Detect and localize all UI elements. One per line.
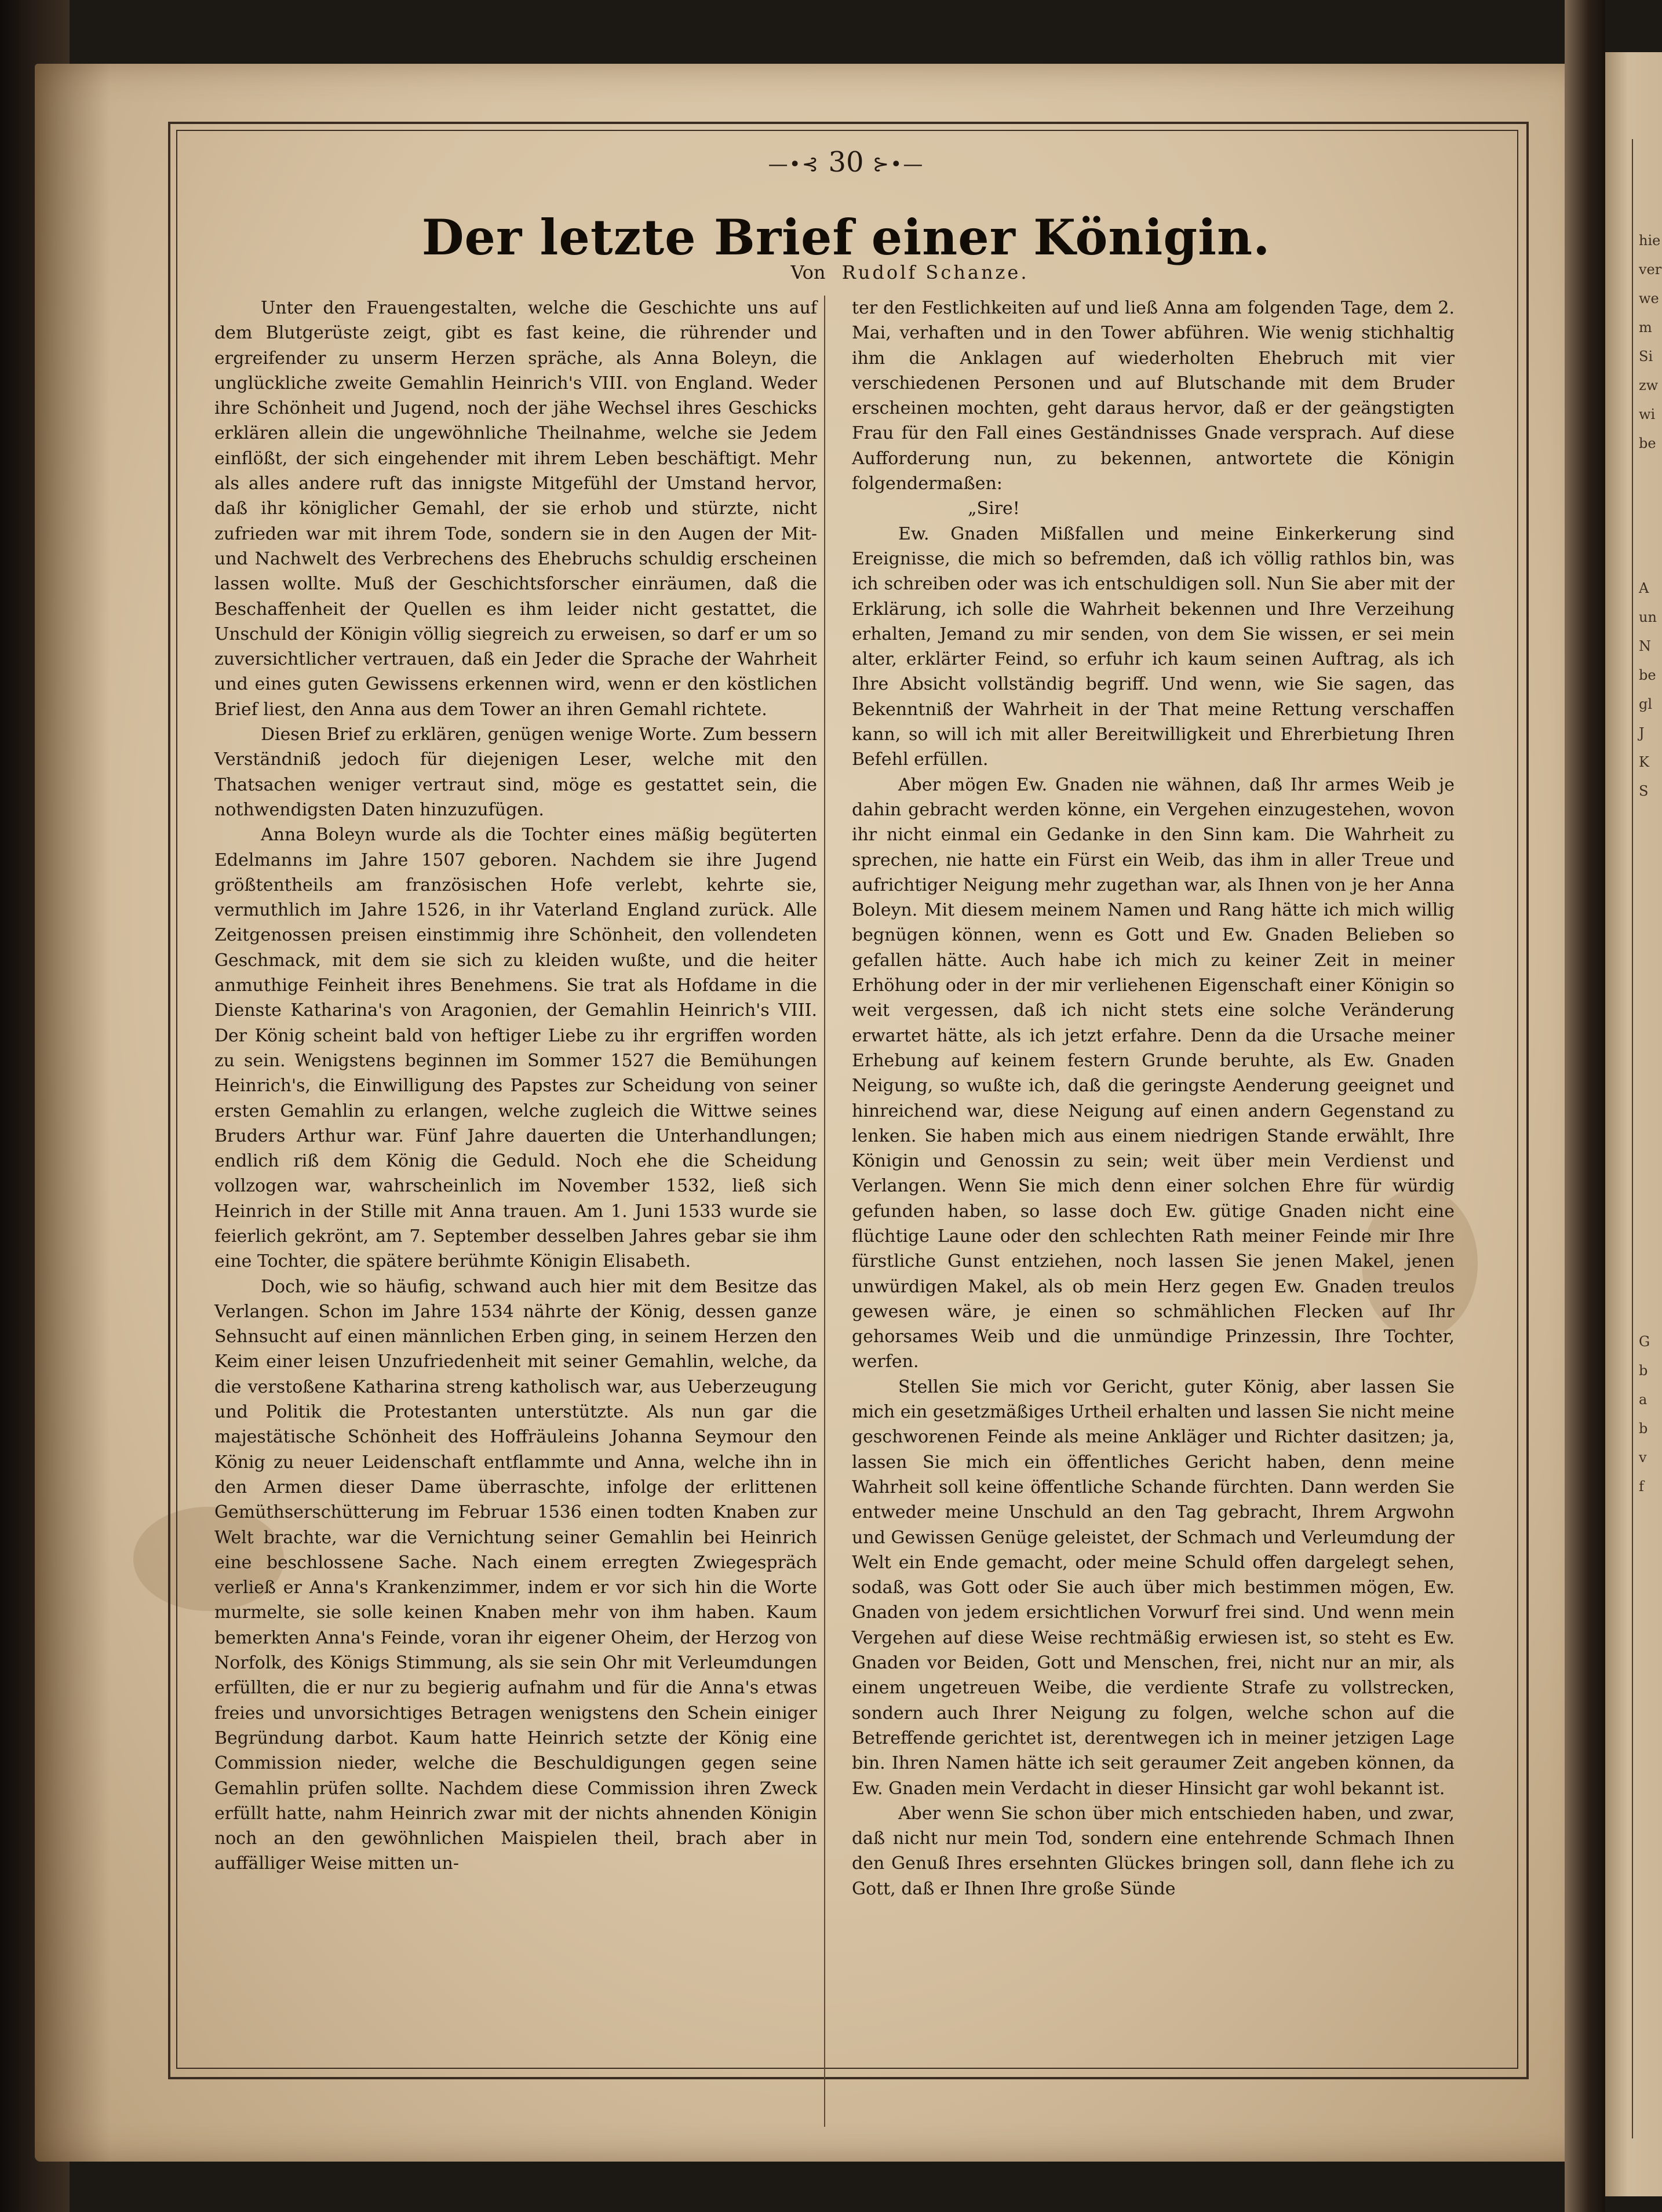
book-gutter [1565,0,1605,2212]
text-column-left [214,296,817,1876]
fragment: J [1639,725,1645,741]
fragment: be [1639,667,1656,683]
fragment: K [1639,754,1649,770]
fragment: be [1639,435,1656,451]
fragment: S [1639,783,1649,799]
adjacent-page-rule [1632,139,1633,2138]
article-title: Der letzte Brief einer Königin. [421,209,1271,266]
author-name: Rudolf Schanze. [841,261,1029,283]
fragment: gl [1639,696,1653,712]
paragraph: Anna Boleyn wurde als die Tochter eines mäßig begüterten Edelmanns im Jahre 1507 geboren. Nachdem sie ihre Jugend größtentheils am französischen Hofe verlebt, kehrte sie, vermuthlich im Jahre 1526, in ihr Vaterland England zurück. Alle Zeitgenossen preisen einstimmig ihre Schönheit, den vollendeten Geschmack, mit dem sie sich zu kleiden wußte, und die heiter anmuthige Feinheit ihres Benehmens. Sie trat als Hofdame in die Dienste Katharina's von Aragonien, der Gemahlin Heinrich's VIII. Der König scheint bald von heftiger Liebe zu ihr ergriffen worden zu sein. Wenigstens beginnen im Sommer 1527 die Bemühungen Heinrich's, die Einwilligung des Papstes zur Scheidung von seiner ersten Gemahlin zu erlangen, welche zugleich die Wittwe seines Bruders Arthur war. Fünf Jahre dauerten die Unterhandlungen; endlich riß dem König die Geduld. Noch ehe die Scheidung vollzogen war, wahrscheinlich im November 1532, ließ sich Heinrich in der Stille mit Anna trauen. Am 1. Juni 1533 wurde sie feierlich gekrönt, am 7. September desselben Jahres gebar sie ihm eine Tochter, die spätere berühmte Königin Elisabeth. [214,825,817,1272]
fragment: wi [1639,406,1656,422]
fragment: zw [1639,377,1659,393]
page-number: 30 [828,146,864,178]
paragraph: Diesen Brief zu erklären, genügen wenige Worte. Zum bessern Verständniß jedoch für diejenigen Leser, welche mit den Thatsachen weniger vertraut sind, möge es gestattet sein, die nothwendigsten Daten hinzuzufügen. [214,724,817,820]
fragment: v [1639,1449,1647,1466]
spacer [1639,458,1660,574]
page-number-header [191,139,1501,188]
paragraph: ter den Festlichkeiten auf und ließ Anna am folgenden Tage, dem 2. Mai, verhaften und in den Tower abführen. Wie wenig stichhaltig ihm die Anklagen auf wiederholten Ehebruch mit vier verschiedenen Personen und auf Blutschande mit dem Bruder erscheinen mochten, geht daraus hervor, daß er der geängstigten Frau für den Fall eines Geständnisses Gnade versprach. Auf diese Aufforderung nun, zu bekennen, antwortete die Königin folgendermaßen: [852,298,1455,494]
fragment: a [1639,1391,1648,1408]
column-divider [824,296,825,2127]
byline-prefix: Von [790,261,826,283]
fragment: Si [1639,348,1653,365]
page-edge-shadow [35,64,110,2162]
fragment: b [1639,1362,1648,1379]
paragraph: Ew. Gnaden Mißfallen und meine Einkerkerung sind Ereignisse, die mich so befremden, daß ich völlig rathlos bin, was ich schreiben oder was ich entschuldigen soll. Nun Sie aber mit der Erklärung, ich solle die Wahrheit bekennen und Ihre Verzeihung erhalten, Jemand zu mir senden, von dem Sie wissen, er sei mein alter, erklärter Feind, so erfuhr ich kaum seinen Auftrag, als ich Ihre Absicht vollständig begriff. Und wenn, wie Sie sagen, das Bekenntniß der Wahrheit in der That meine Rettung verschaffen kann, so will ich mit aller Bereitwilligkeit und Ehrerbietung Ihren Befehl erfüllen. [852,523,1455,770]
fragment: un [1639,609,1657,625]
spacer [1639,806,1660,1327]
paragraph: Unter den Frauengestalten, welche die Geschichte uns auf dem Blutgerüste zeigt, gibt es fast keine, die rührender und ergreifender zu unserm Herzen spräche, als Anna Boleyn, die unglückliche zweite Gemahlin Heinrich's VIII. von England. Weder ihre Schönheit und Jugend, noch der jähe Wechsel ihres Geschicks erklären allein die ungewöhnliche Theilnahme, welche sie Jedem einflößt, der sich eingehender mit ihrem Leben beschäftigt. Mehr als alles andere ruft das innigste Mitgefühl der Umstand hervor, daß ihr königlicher Gemahl, der sie erhob und stürzte, nicht zufrieden war mit ihrem Tode, sondern sie in den Augen der Mit- und Nachwelt des Verbrechens des Ehebruchs schuldig erscheinen lassen wollte. Muß der Geschichtsforscher einräumen, daß die Beschaffenheit der Quellen es ihm leider nicht gestattet, die Unschuld der Königin völlig siegreich zu erweisen, so darf er um so zuversichtlicher vertrauen, daß ein Jeder die Sprache der Wahrheit und eines guten Gewissens erkennen wird, wenn er den köstlichen Brief liest, den Anna aus dem Tower an ihren Gemahl richtete. [214,298,817,720]
paragraph: Stellen Sie mich vor Gericht, guter König, aber lassen Sie mich ein gesetzmäßiges Urtheil erhalten und lassen Sie nicht meine geschworenen Feinde als meine Ankläger und Richter dasitzen; ja, lassen Sie mich ein öffentliches Gericht haben, denn meine Wahrheit soll keine öffentliche Schande fürchten. Dann werden Sie entweder meine Unschuld an den Tag gebracht, Ihrem Argwohn und Gewissen Genüge geleistet, der Schmach und Verleumdung der Welt ein Ende gemacht, oder meine Schuld offen dargelegt sehen, sodaß, was Gott oder Sie auch über mich bestimmen mögen, Ew. Gnaden von jedem ersichtlichen Vorwurf frei sind. Und wenn mein Vergehen auf diese Weise rechtmäßig erwiesen ist, so steht es Ew. Gnaden vor Beiden, Gott und Menschen, frei, nicht nur an mir, als einem ungetreuen Weibe, die verdiente Strafe zu vollstrecken, sondern auch Ihrer Neigung zu folgen, welche schon auf die Betreffende gerichtet ist, derentwegen ich in meiner jetzigen Lage bin. Ihren Namen hätte ich seit geraumer Zeit angeben können, da Ew. Gnaden mein Verdacht in dieser Hinsicht gar wohl bekannt ist. [852,1376,1455,1799]
fragment: A [1639,580,1649,596]
fragment: we [1639,290,1659,307]
paragraph: Doch, wie so häufig, schwand auch hier mit dem Besitze das Verlangen. Schon im Jahre 1534 nährte der König, dessen ganze Sehnsucht auf einen männlichen Erben ging, in seinem Herzen den Keim einer leisen Unzufriedenheit mit seiner Gemahlin, welche, da die verstoßene Katharina streng katholisch war, aus Ueberzeugung und Politik die Protestanten unterstützte. Als nun gar die majestätische Schönheit des Hoffräuleins Johanna Seymour den König zu neuer Leidenschaft entflammte und Anna, welche ihn in den Armen dieser Dame überraschte, infolge der erlittenen Gemüthserschütterung im Februar 1536 einen todten Knaben zur Welt brachte, war die Vernichtung seiner Gemahlin bei Heinrich eine beschlossene Sache. Nach einem erregten Zwiegespräch verließ er Anna's Krankenzimmer, indem er vor sich hin die Worte murmelte, sie solle keinen Knaben mehr von ihm haben. Kaum bemerkten Anna's Feinde, voran ihr eigener Oheim, der Herzog von Norfolk, des Königs Stimmung, als sie sein Ohr mit Verleumdungen erfüllten, die er nur zu begierig aufnahm und für die Anna's etwas freies und unvorsichtiges Betragen wenigstens den Schein einiger Begründung darbot. Kaum hatte Heinrich setzte der König eine Commission nieder, welche die Beschuldigungen gegen seine Gemahlin prüfen sollte. Nachdem diese Commission ihren Zweck erfüllt hatte, nahm Heinrich zwar mit der nichts ahnenden Königin noch an den gewöhnlichen Maispielen theil, brach aber in auffälliger Weise mitten un- [214,1276,817,1874]
paragraph: Aber mögen Ew. Gnaden nie wähnen, daß Ihr armes Weib je dahin gebracht werden könne, ein Vergehen einzugestehen, wovon ihr nicht einmal ein Gedanke in den Sinn kam. Die Wahrheit zu sprechen, nie hatte ein Fürst ein Weib, das ihm in aller Treue und aufrichtiger Neigung mehr zugethan war, als Ihnen von je her Anna Boleyn. Mit diesem meinem Namen und Rang hätte ich mich willig begnügen können, wenn es Gott und Ew. Gnaden Belieben so gefallen hätte. Auch habe ich mich zu keiner Zeit in meiner Erhöhung oder in der mir verliehenen Eigenschaft einer Königin so weit vergessen, daß ich nicht stets eine solche Veränderung erwartet hätte, als ich jetzt erfahre. Denn da die Ursache meiner Erhebung auf keinem festern Grunde beruhte, als Ew. Gnaden Neigung, so wußte ich, daß die geringste Aenderung geeignet und hinreichend war, diese Neigung auf einen andern Gegenstand zu lenken. Sie haben mich aus einem niedrigen Stande erwählt, Ihre Königin und Genossin zu sein; weit über mein Verdienst und Verlangen. Wenn Sie mich denn einer solchen Ehre für würdig gefunden haben, so lasse doch Ew. gütige Gnaden nicht eine flüchtige Laune oder den schlechten Rath meiner Feinde mir Ihre fürstliche Gunst entziehen, noch lassen Sie jenen Makel, jenen unwürdigen Makel, als ob mein Herz gegen Ew. Gnaden treulos gewesen wäre, je einen so schmählichen Flecken auf Ihr gehorsames Weib und die unmündige Prinzessin, Ihre Tochter, werfen. [852,774,1455,1372]
page-content [191,139,1501,2057]
article-byline [655,258,1165,287]
paragraph: Aber wenn Sie schon über mich entschieden haben, und zwar, daß nicht nur mein Tod, sondern eine entehrende Schmach Ihnen den Genuß Ihres ersehnten Glückes bringen soll, dann flehe ich zu Gott, daß er Ihnen Ihre große Sünde [852,1803,1455,1899]
fragment: m [1639,319,1652,336]
ornament-right-icon: ⊱•— [872,152,924,176]
text-column-right [852,296,1455,1901]
adjacent-page-fragments [1639,226,1660,1501]
fragment: G [1639,1333,1650,1350]
fragment: f [1639,1478,1644,1495]
ornament-left-icon: —•⊰ [768,152,820,176]
fragment: ver [1639,261,1662,278]
adjacent-page-edge [1605,52,1662,2196]
fragment: b [1639,1420,1648,1437]
letter-salutation: „Sire! [968,498,1020,519]
fragment: N [1639,638,1651,654]
fragment: hie [1639,232,1661,249]
